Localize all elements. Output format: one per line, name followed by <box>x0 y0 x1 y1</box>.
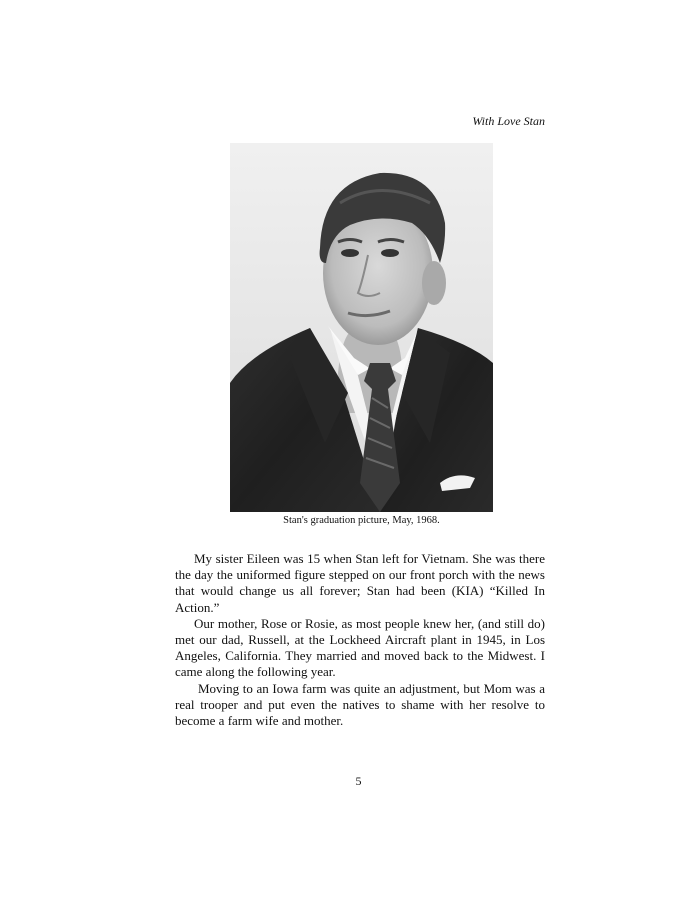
paragraph: My sister Eileen was 15 when Stan left for Vietnam. She was there the day the uniformed figure stepped on our front porch with the news that would change us all forever; Stan had been (KIA) “Killed In Action.” <box>175 551 545 615</box>
graduation-photo <box>230 143 493 512</box>
photo-caption: Stan's graduation picture, May, 1968. <box>283 515 440 526</box>
body-text <box>175 551 545 729</box>
running-header-title: With Love Stan <box>472 114 545 128</box>
paragraph: Our mother, Rose or Rosie, as most people knew her, (and still do) met our dad, Russell, at the Lockheed Aircraft plant in 1945, in Los Angeles, California. They married and moved back to the Midwest. I came along the following year. <box>175 615 545 680</box>
page-number: 5 <box>355 774 362 788</box>
paragraph: Moving to an Iowa farm was quite an adjustment, but Mom was a real trooper and put even the natives to shame with her resolve to become a farm wife and mother. <box>175 680 545 729</box>
